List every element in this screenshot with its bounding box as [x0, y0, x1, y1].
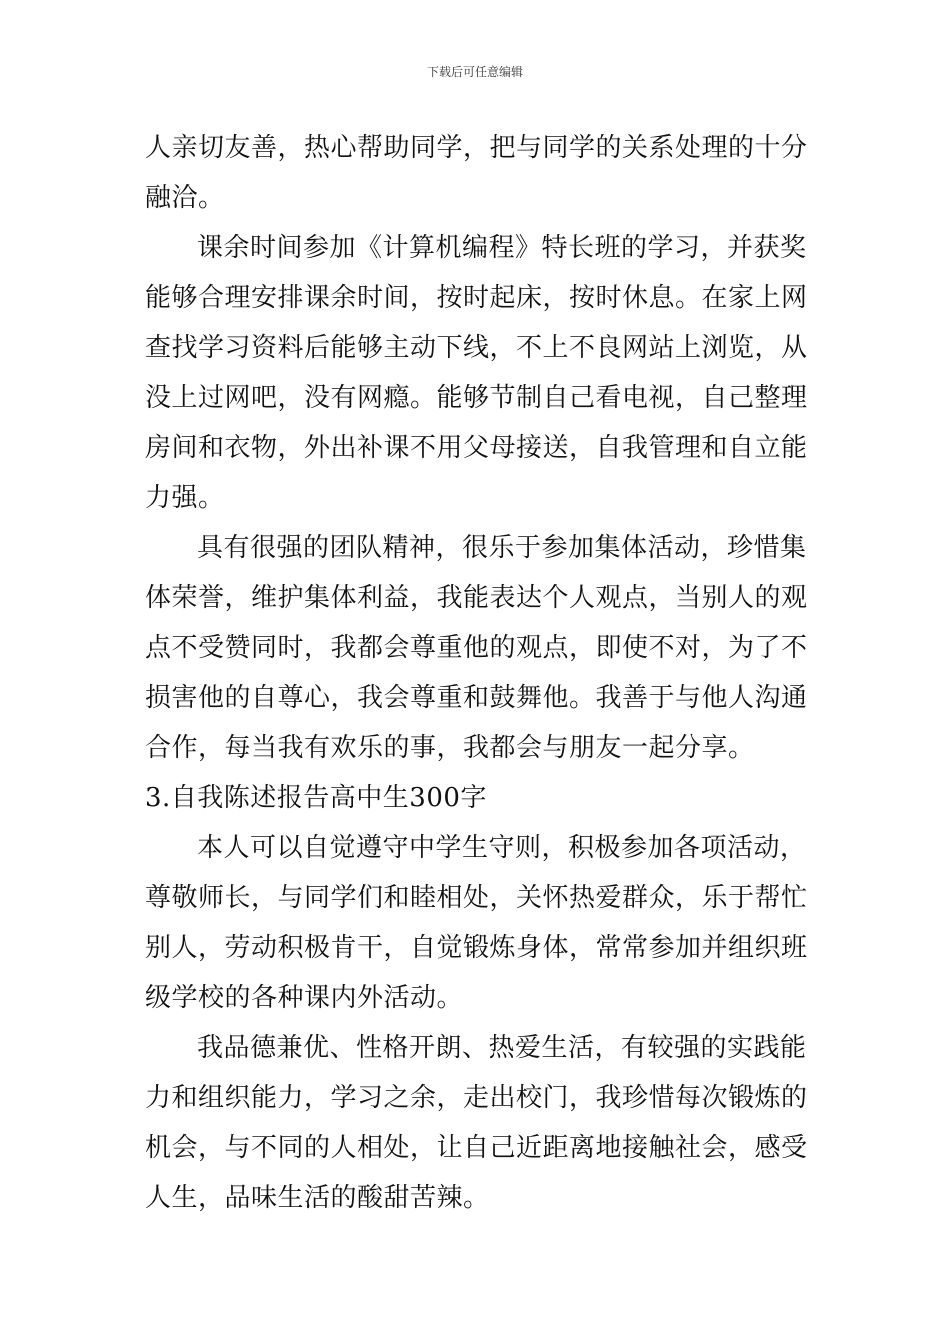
text-line: 体荣誉，维护集体利益，我能表达个人观点，当别人的观 — [145, 583, 808, 613]
text-line: 机会，与不同的人相处，让自己近距离地接触社会，感受 — [145, 1133, 808, 1163]
text-line: 查找学习资料后能够主动下线，不上不良网站上浏览，从 — [145, 333, 808, 363]
text-line: 尊敬师长，与同学们和睦相处，关怀热爱群众，乐于帮忙 — [145, 883, 808, 913]
text-line: 别人，劳动积极肯干，自觉锻炼身体，常常参加并组织班 — [145, 933, 808, 963]
text-line: 融洽。 — [145, 183, 225, 213]
text-line: 人亲切友善，热心帮助同学，把与同学的关系处理的十分 — [145, 133, 808, 163]
text-line: 人生，品味生活的酸甜苦辣。 — [145, 1183, 490, 1213]
text-line: 我品德兼优、性格开朗、热爱生活，有较强的实践能 — [197, 1033, 807, 1063]
text-line: 本人可以自觉遵守中学生守则，积极参加各项活动， — [197, 833, 807, 863]
text-line: 课余时间参加《计算机编程》特长班的学习，并获奖 — [197, 233, 807, 263]
text-line: 力和组织能力，学习之余，走出校门，我珍惜每次锻炼的 — [145, 1083, 808, 1113]
text-line: 房间和衣物，外出补课不用父母接送，自我管理和自立能 — [145, 433, 808, 463]
text-line: 点不受赞同时，我都会尊重他的观点，即使不对，为了不 — [145, 633, 808, 663]
text-line: 能够合理安排课余时间，按时起床，按时休息。在家上网 — [145, 283, 808, 313]
text-line: 没上过网吧，没有网瘾。能够节制自己看电视，自己整理 — [145, 383, 808, 413]
text-line: 具有很强的团队精神，很乐于参加集体活动，珍惜集 — [197, 533, 807, 563]
page-header: 下载后可任意编辑 — [426, 65, 523, 79]
text-line: 级学校的各种课内外活动。 — [145, 983, 464, 1013]
section-heading: 3.自我陈述报告高中生300字 — [145, 783, 487, 813]
text-line: 合作，每当我有欢乐的事，我都会与朋友一起分享。 — [145, 733, 755, 763]
text-line: 损害他的自尊心，我会尊重和鼓舞他。我善于与他人沟通 — [145, 683, 808, 713]
text-line: 力强。 — [145, 483, 225, 513]
